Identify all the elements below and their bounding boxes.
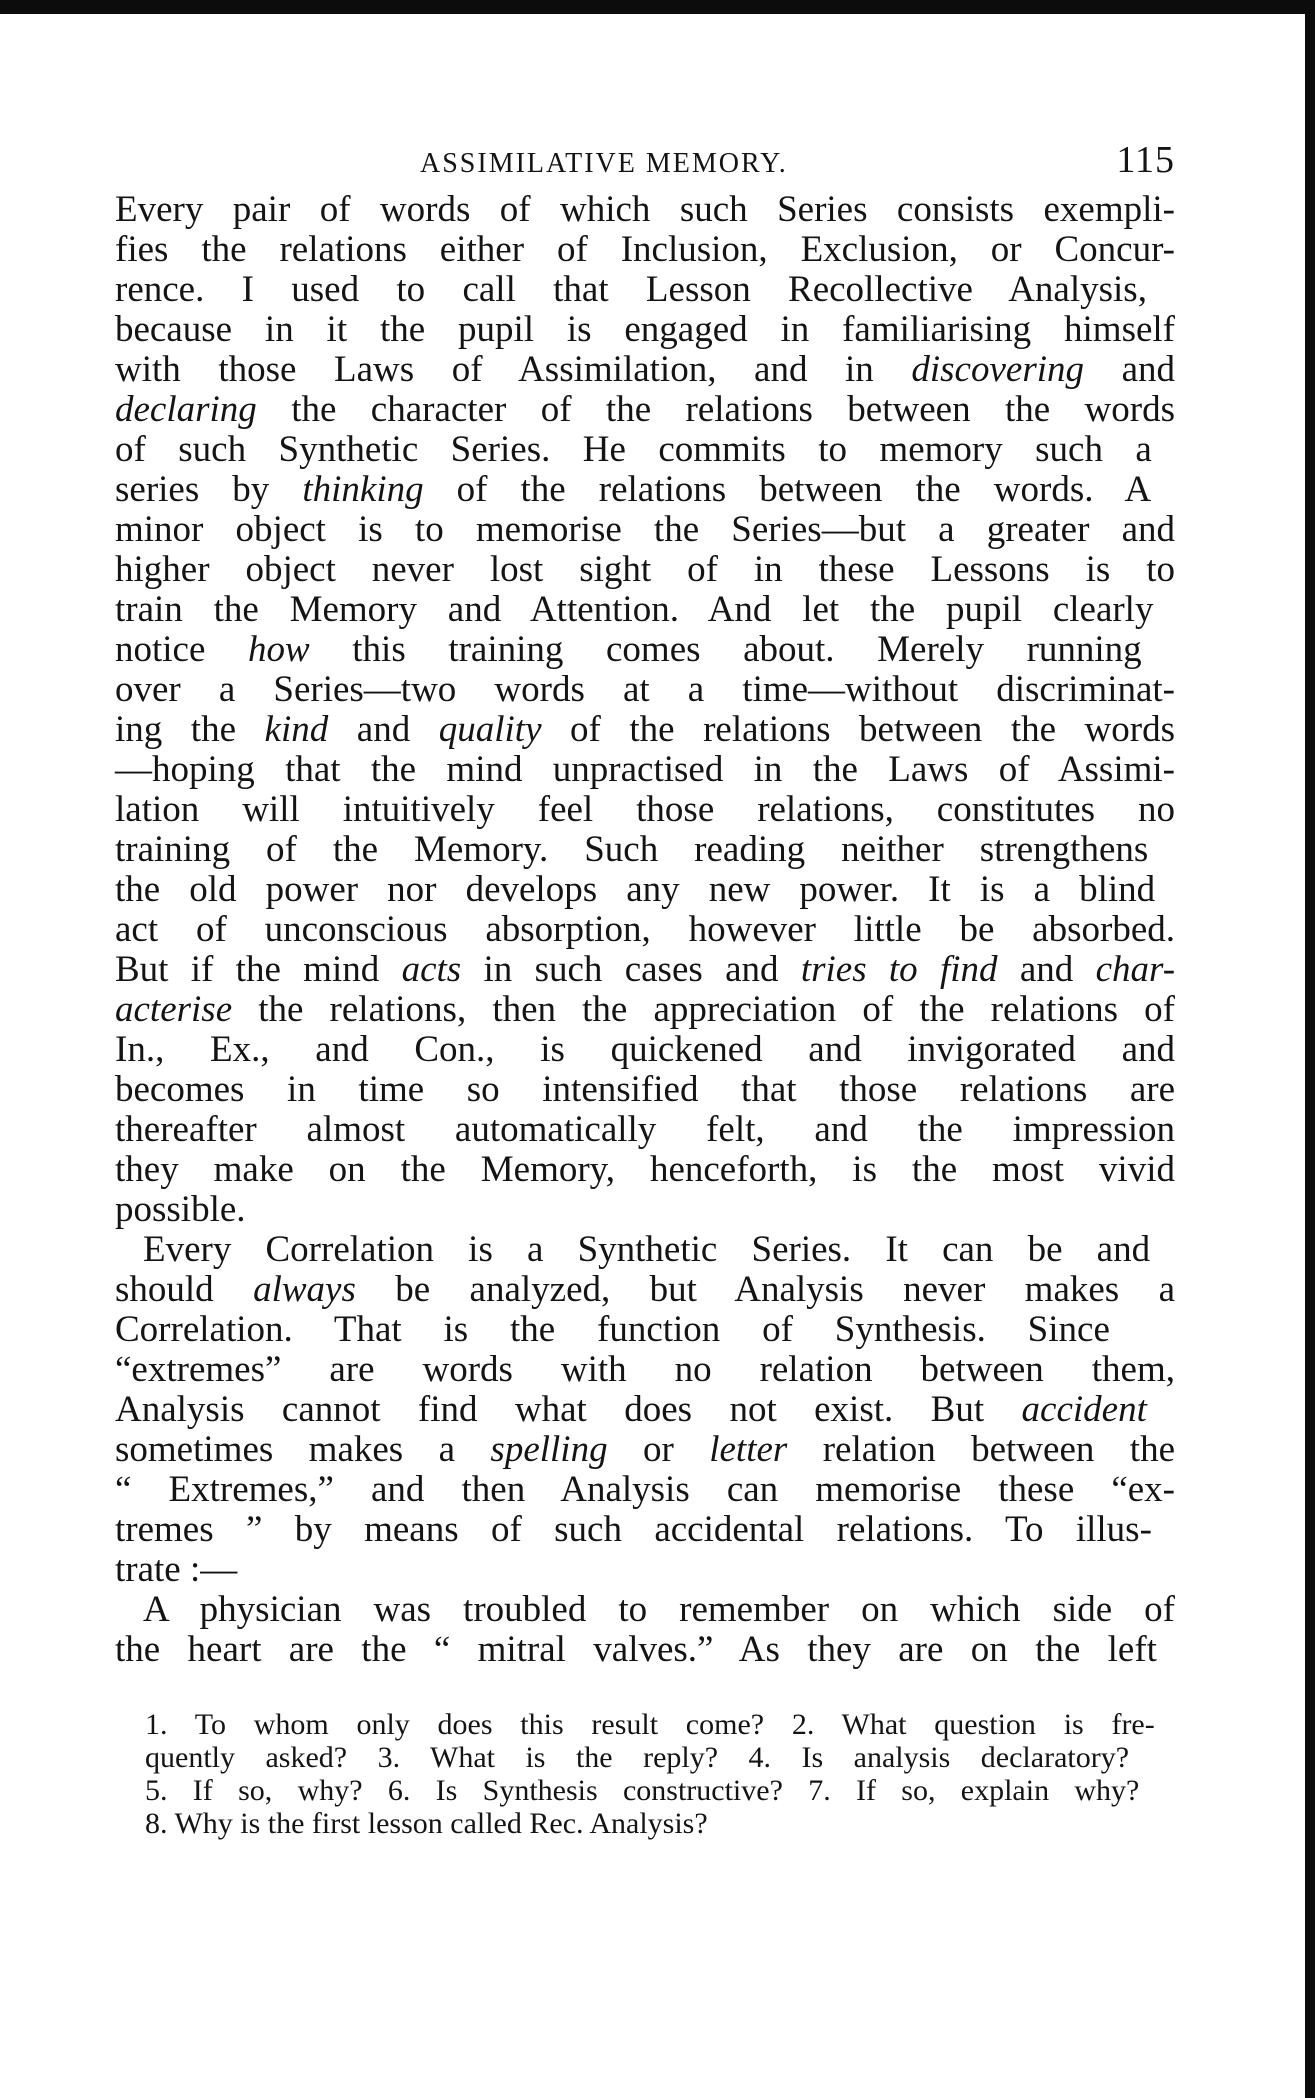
text-line: lation will intuitively feel those relations, constitutes no: [115, 789, 1175, 830]
text-line: Analysis cannot find what does not exist. But accident: [115, 1389, 1147, 1430]
text-line: “extremes” are words with no relation between them,: [115, 1349, 1175, 1390]
text-line: of such Synthetic Series. He commits to memory such a: [115, 429, 1152, 470]
book-page: [115, 138, 1175, 1840]
text-line: declaring the character of the relations between the words: [115, 389, 1175, 430]
footnotes: [115, 1708, 1175, 1840]
body-text: [115, 190, 1175, 1670]
text-line: becomes in time so intensified that those relations are: [115, 1069, 1175, 1110]
text-line: In., Ex., and Con., is quickened and invigorated and: [115, 1029, 1175, 1070]
text-line: series by thinking of the relations between the words. A: [115, 469, 1152, 510]
text-line: possible.: [115, 1189, 246, 1230]
running-title: ASSIMILATIVE MEMORY.: [420, 148, 788, 179]
text-line: —hoping that the mind unpractised in the Laws of Assimi-: [115, 749, 1175, 790]
page-number: 115: [1116, 139, 1175, 181]
text-line: Correlation. That is the function of Synthesis. Since: [115, 1309, 1110, 1350]
text-line: train the Memory and Attention. And let the pupil clearly: [115, 589, 1154, 630]
text-line: the heart are the “ mitral valves.” As they are on the left: [115, 1629, 1157, 1670]
scan-top-border: [0, 0, 1315, 14]
running-head: [115, 138, 1175, 190]
text-line: “ Extremes,” and then Analysis can memorise these “ex-: [115, 1469, 1175, 1510]
text-line: should always be analyzed, but Analysis never makes a: [115, 1269, 1175, 1310]
text-line: sometimes makes a spelling or letter relation between the: [115, 1429, 1175, 1470]
text-line: fies the relations either of Inclusion, Exclusion, or Concur-: [115, 229, 1175, 270]
text-line: tremes ” by means of such accidental relations. To illus-: [115, 1509, 1152, 1550]
text-line: notice how this training comes about. Merely running: [115, 629, 1142, 670]
text-line: trate :—: [115, 1549, 238, 1590]
text-line: rence. I used to call that Lesson Recollective Analysis,: [115, 269, 1147, 310]
footnote-line: 1. To whom only does this result come? 2. What question is fre-: [145, 1708, 1155, 1741]
text-line: Every Correlation is a Synthetic Series. It can be and: [143, 1229, 1151, 1270]
text-line: act of unconscious absorption, however little be absorbed.: [115, 909, 1175, 950]
text-line: Every pair of words of which such Series consists exempli-: [115, 189, 1175, 230]
text-line: they make on the Memory, henceforth, is the most vivid: [115, 1149, 1175, 1190]
footnote-line: 8. Why is the first lesson called Rec. Analysis?: [145, 1807, 708, 1840]
text-line: because in it the pupil is engaged in familiarising himself: [115, 309, 1175, 350]
text-line: higher object never lost sight of in these Lessons is to: [115, 549, 1175, 590]
text-line: over a Series—two words at a time—without discriminat-: [115, 669, 1175, 710]
text-line: ing the kind and quality of the relations between the words: [115, 709, 1175, 750]
text-line: thereafter almost automatically felt, and the impression: [115, 1109, 1175, 1150]
text-line: training of the Memory. Such reading neither strengthens: [115, 829, 1149, 870]
scan-right-border: [1305, 0, 1315, 2098]
footnote-line: 5. If so, why? 6. Is Synthesis constructive? 7. If so, explain why?: [145, 1774, 1140, 1807]
text-line: A physician was troubled to remember on which side of: [143, 1589, 1175, 1630]
text-line: minor object is to memorise the Series—but a greater and: [115, 509, 1175, 550]
footnote-line: quently asked? 3. What is the reply? 4. Is analysis declaratory?: [145, 1741, 1130, 1774]
text-line: But if the mind acts in such cases and tries to find and char-: [115, 949, 1176, 990]
text-line: the old power nor develops any new power. It is a blind: [115, 869, 1156, 910]
text-line: with those Laws of Assimilation, and in discovering and: [115, 349, 1175, 390]
text-line: acterise the relations, then the appreciation of the relations of: [115, 989, 1175, 1030]
